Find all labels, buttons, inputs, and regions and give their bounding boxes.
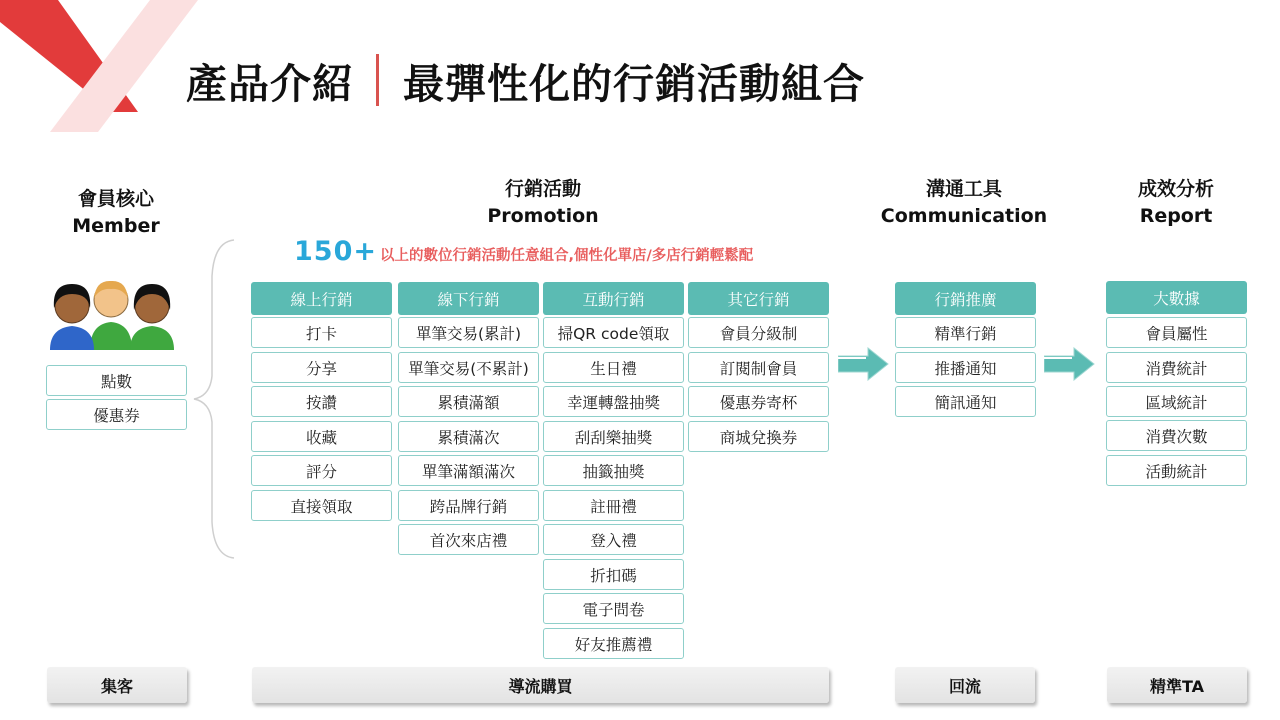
promotion-zh: 行銷活動 <box>504 178 581 200</box>
column-header-report <box>1106 176 1246 230</box>
promotion-item: 電子問卷 <box>543 593 684 624</box>
member-item-points: 點數 <box>46 365 187 396</box>
column-header-promotion <box>443 176 643 230</box>
highlight-number: 150+ <box>294 236 377 267</box>
promotion-item: 訂閱制會員 <box>688 352 829 383</box>
promotion-item: 登入禮 <box>543 524 684 555</box>
promotion-item: 單筆交易(不累計) <box>398 352 539 383</box>
highlight-banner <box>294 236 753 267</box>
promotion-group-header: 其它行銷 <box>688 282 829 315</box>
promotion-item: 分享 <box>251 352 392 383</box>
highlight-text: 以上的數位行銷活動任意組合,個性化單店/多店行銷輕鬆配 <box>379 248 754 264</box>
promotion-item: 單筆交易(累計) <box>398 317 539 348</box>
promotion-item: 折扣碼 <box>543 559 684 590</box>
promotion-item: 生日禮 <box>543 352 684 383</box>
communication-item: 簡訊通知 <box>895 386 1036 417</box>
promotion-item: 單筆滿額滿次 <box>398 455 539 486</box>
promotion-item: 抽籤抽獎 <box>543 455 684 486</box>
right-arrow-icon <box>838 347 890 381</box>
promotion-item: 累積滿額 <box>398 386 539 417</box>
member-en: Member <box>72 215 160 237</box>
curly-brace-connector <box>190 236 240 562</box>
footer-member: 集客 <box>47 667 187 703</box>
promotion-item: 優惠券寄杯 <box>688 386 829 417</box>
promotion-item: 跨品牌行銷 <box>398 490 539 521</box>
promotion-item: 好友推薦禮 <box>543 628 684 659</box>
report-en: Report <box>1139 205 1213 227</box>
report-item: 消費次數 <box>1106 420 1247 451</box>
promotion-item: 註冊禮 <box>543 490 684 521</box>
report-item: 活動統計 <box>1106 455 1247 486</box>
report-item: 區域統計 <box>1106 386 1247 417</box>
column-header-member <box>46 186 186 240</box>
members-group-icon <box>46 272 176 350</box>
communication-item: 精準行銷 <box>895 317 1036 348</box>
promotion-group-header: 線下行銷 <box>398 282 539 315</box>
promotion-item: 累積滿次 <box>398 421 539 452</box>
member-item-coupon: 優惠券 <box>46 399 187 430</box>
page-title <box>186 52 865 108</box>
promotion-item: 按讚 <box>251 386 392 417</box>
communication-zh: 溝通工具 <box>925 178 1002 200</box>
report-header: 大數據 <box>1106 281 1247 314</box>
promotion-item: 首次來店禮 <box>398 524 539 555</box>
right-arrow-icon <box>1044 347 1096 381</box>
promotion-item: 幸運轉盤抽獎 <box>543 386 684 417</box>
promotion-en: Promotion <box>487 205 599 227</box>
footer-report: 精準TA <box>1107 667 1247 703</box>
promotion-item: 評分 <box>251 455 392 486</box>
promotion-item: 打卡 <box>251 317 392 348</box>
title-separator <box>376 54 379 106</box>
communication-item: 推播通知 <box>895 352 1036 383</box>
member-zh: 會員核心 <box>77 188 154 210</box>
promotion-group-header: 互動行銷 <box>543 282 684 315</box>
promotion-item: 刮刮樂抽獎 <box>543 421 684 452</box>
title-main: 產品介紹 <box>186 59 354 108</box>
promotion-item: 會員分級制 <box>688 317 829 348</box>
footer-communication: 回流 <box>895 667 1035 703</box>
report-item: 會員屬性 <box>1106 317 1247 348</box>
promotion-item: 商城兌換券 <box>688 421 829 452</box>
promotion-item: 收藏 <box>251 421 392 452</box>
communication-header: 行銷推廣 <box>895 282 1036 315</box>
column-header-communication <box>874 176 1054 230</box>
promotion-item: 直接領取 <box>251 490 392 521</box>
footer-promotion: 導流購買 <box>252 667 829 703</box>
report-zh: 成效分析 <box>1137 178 1214 200</box>
title-subtitle: 最彈性化的行銷活動組合 <box>403 59 865 108</box>
promotion-item: 掃QR code領取 <box>543 317 684 348</box>
communication-en: Communication <box>880 205 1048 227</box>
report-item: 消費統計 <box>1106 352 1247 383</box>
promotion-group-header: 線上行銷 <box>251 282 392 315</box>
